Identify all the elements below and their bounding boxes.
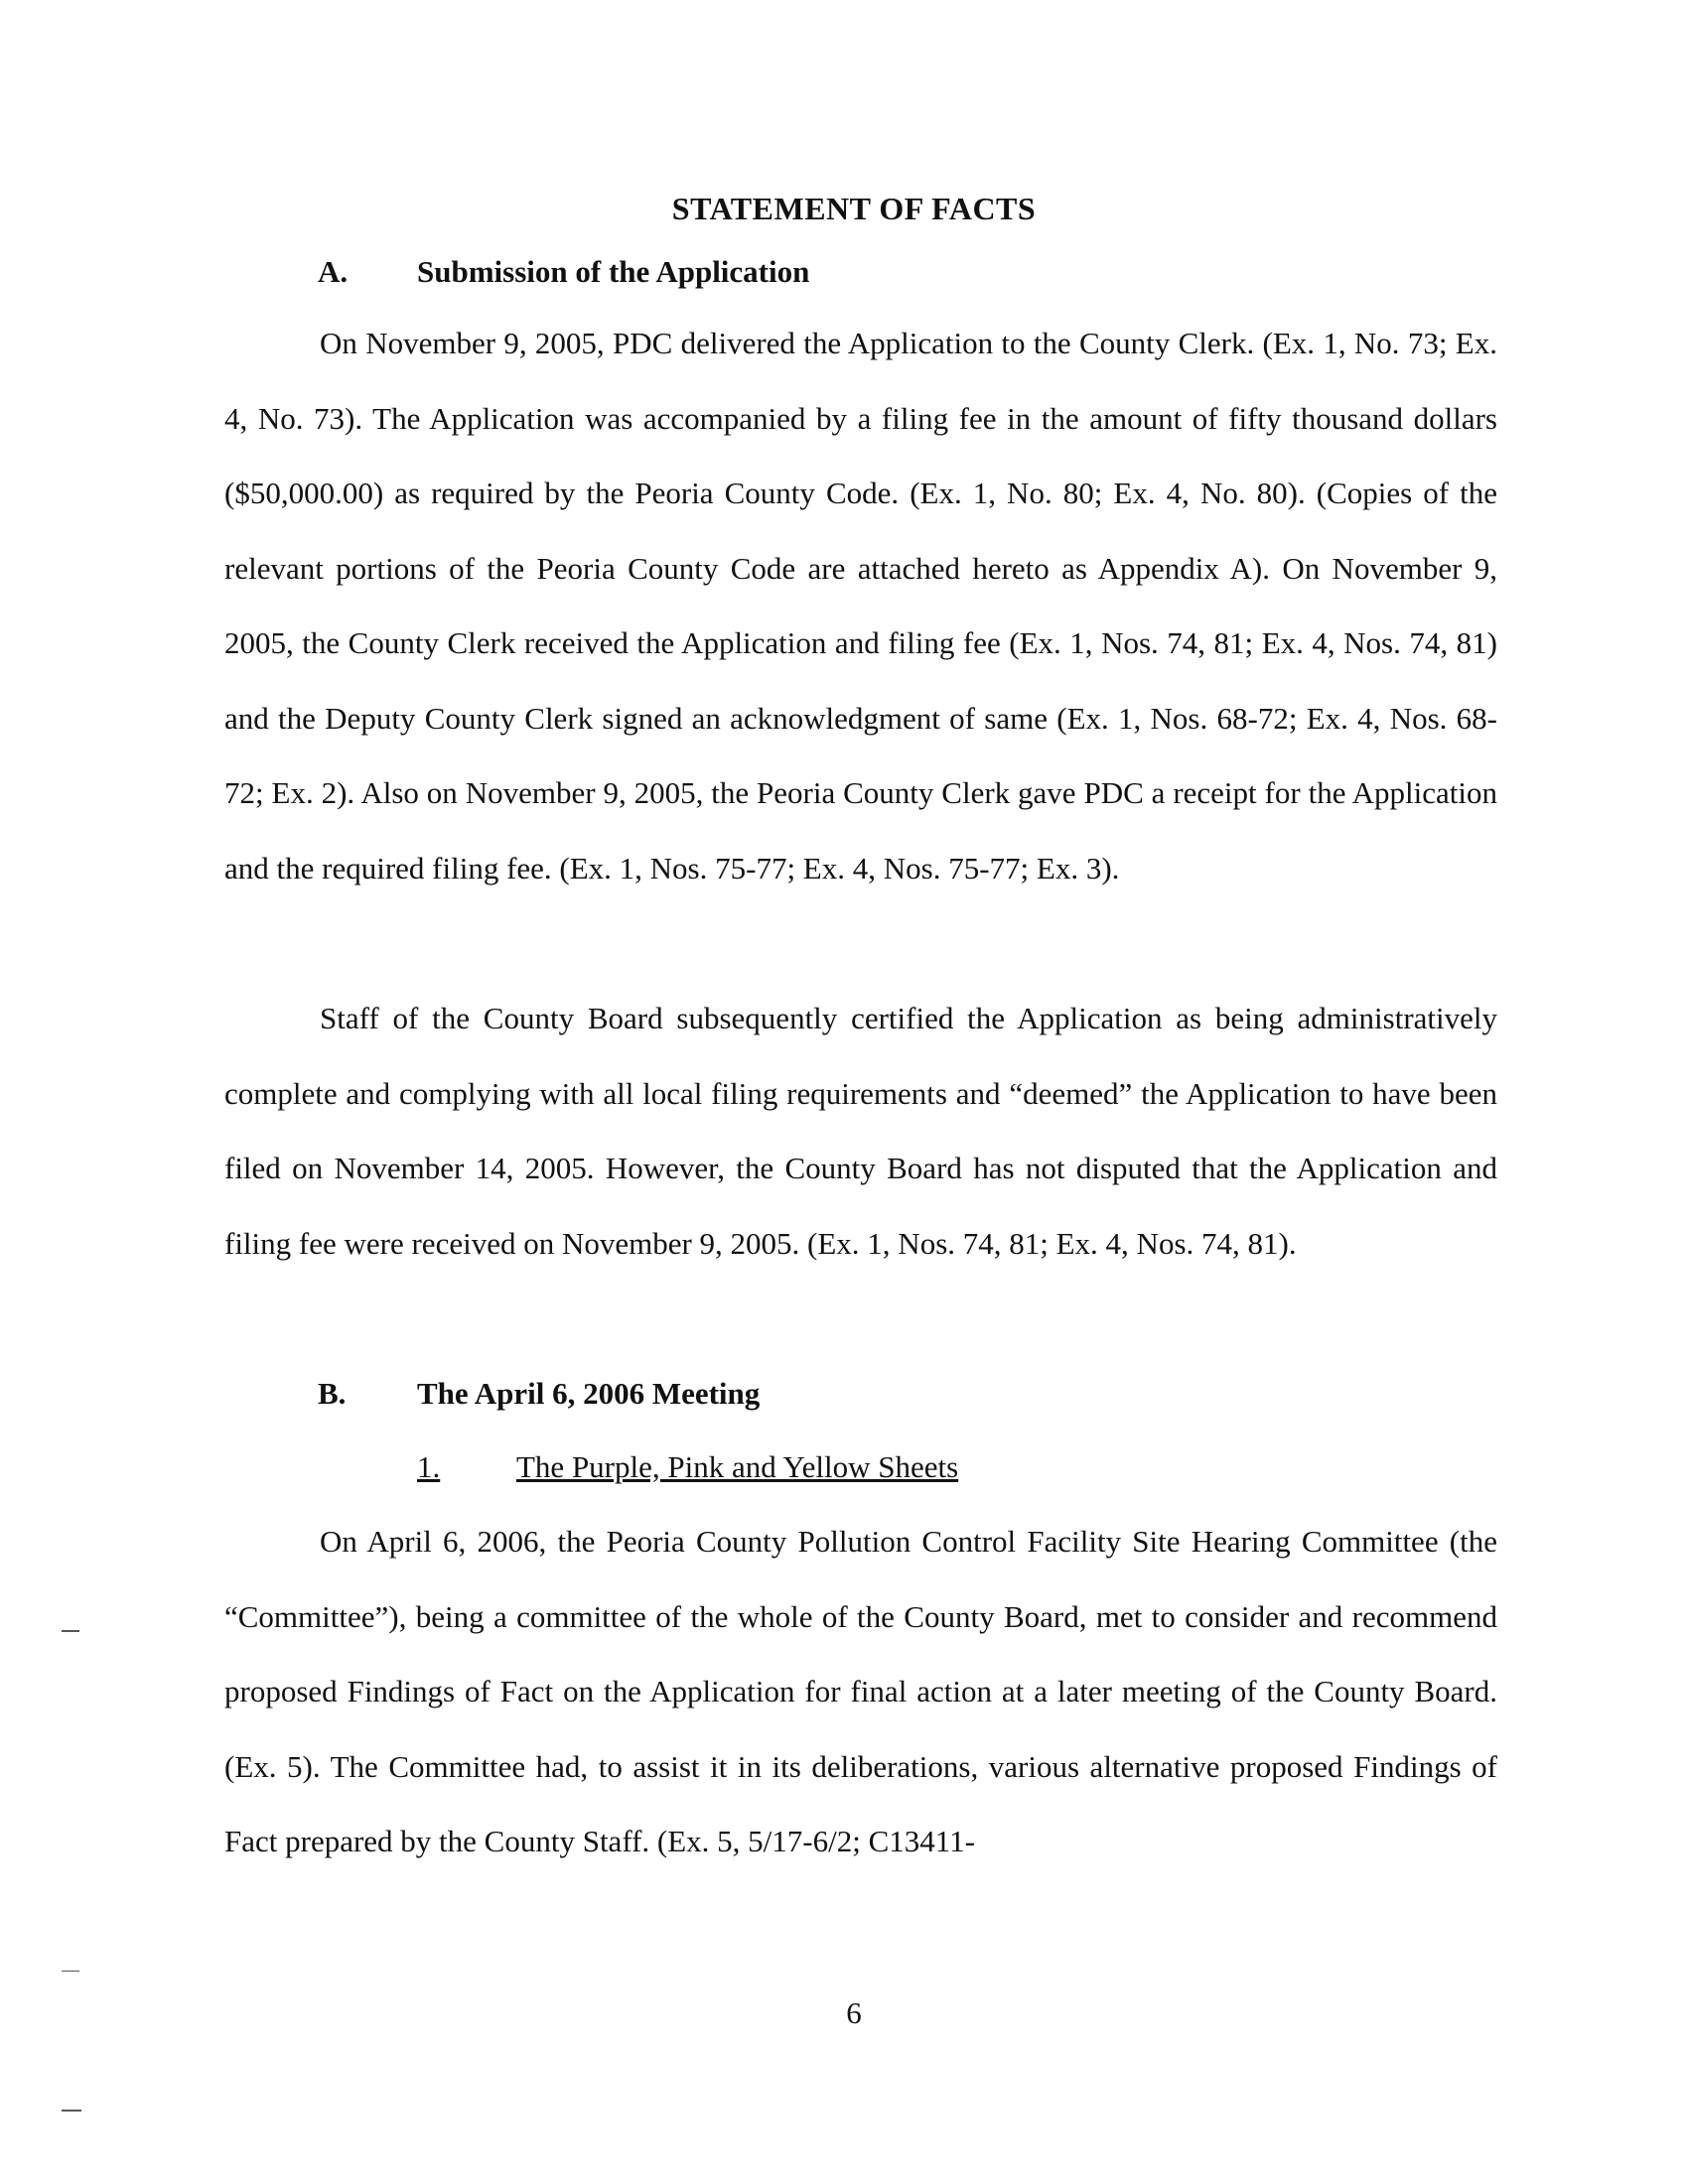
section-b-title: The April 6, 2006 Meeting [417,1376,761,1411]
section-b-heading [318,1376,760,1412]
paragraph-april-meeting: On April 6, 2006, the Peoria County Pollution Control Facility Site Hearing Committee (the “Committee”), being a committee of the whole of the County Board, met to consider and recommend proposed Findings of Fact on the Application for final action at a later meeting of the County Board. (Ex. 5). The Committee had, to assist it in its deliberations, various alternative proposed Findings of Fact prepared by the County Staff. (Ex. 5, 5/17-6/2; C13411- [224,1524,1497,1858]
section-a-heading [318,254,809,290]
margin-scan-mark [62,1630,79,1632]
paragraph-staff-certification: Staff of the County Board subsequently certified the Application as being administratively complete and complying with all local filing requirements and “deemed” the Application to have been filed on November 14, 2005. However, the County Board has not disputed that the Application and filing fee were received on November 9, 2005. (Ex. 1, Nos. 74, 81; Ex. 4, Nos. 74, 81). [224,1001,1497,1261]
margin-scan-mark [62,1971,79,1972]
paragraph-submission: On November 9, 2005, PDC delivered the Application to the County Clerk. (Ex. 1, No. 73; Ex. 4, No. 73). The Application was accompanied by a filing fee in the amount of fifty thousand dollars ($50,000.00) as required by the Peoria County Code. (Ex. 1, No. 80; Ex. 4, No. 80). (Copies of the relevant portions of the Peoria County Code are attached hereto as Appendix A). On November 9, 2005, the County Clerk received the Application and filing fee (Ex. 1, Nos. 74, 81; Ex. 4, Nos. 74, 81) and the Deputy County Clerk signed an acknowledgment of same (Ex. 1, Nos. 68-72; Ex. 4, Nos. 68-72; Ex. 2). Also on November 9, 2005, the Peoria County Clerk gave PDC a receipt for the Application and the required filing fee. (Ex. 1, Nos. 75-77; Ex. 4, Nos. 75-77; Ex. 3). [224,326,1497,886]
page-number: 6 [846,1995,862,2030]
section-a-letter: A. [318,254,349,289]
document-title: STATEMENT OF FACTS [671,191,1037,226]
section-b-letter: B. [318,1376,347,1411]
section-a-title: Submission of the Application [417,254,810,289]
margin-scan-mark [62,2110,81,2112]
subsection-1-heading [417,1449,958,1485]
subsection-1-title: The Purple, Pink and Yellow Sheets [516,1449,959,1484]
subsection-1-number: 1. [417,1449,441,1484]
